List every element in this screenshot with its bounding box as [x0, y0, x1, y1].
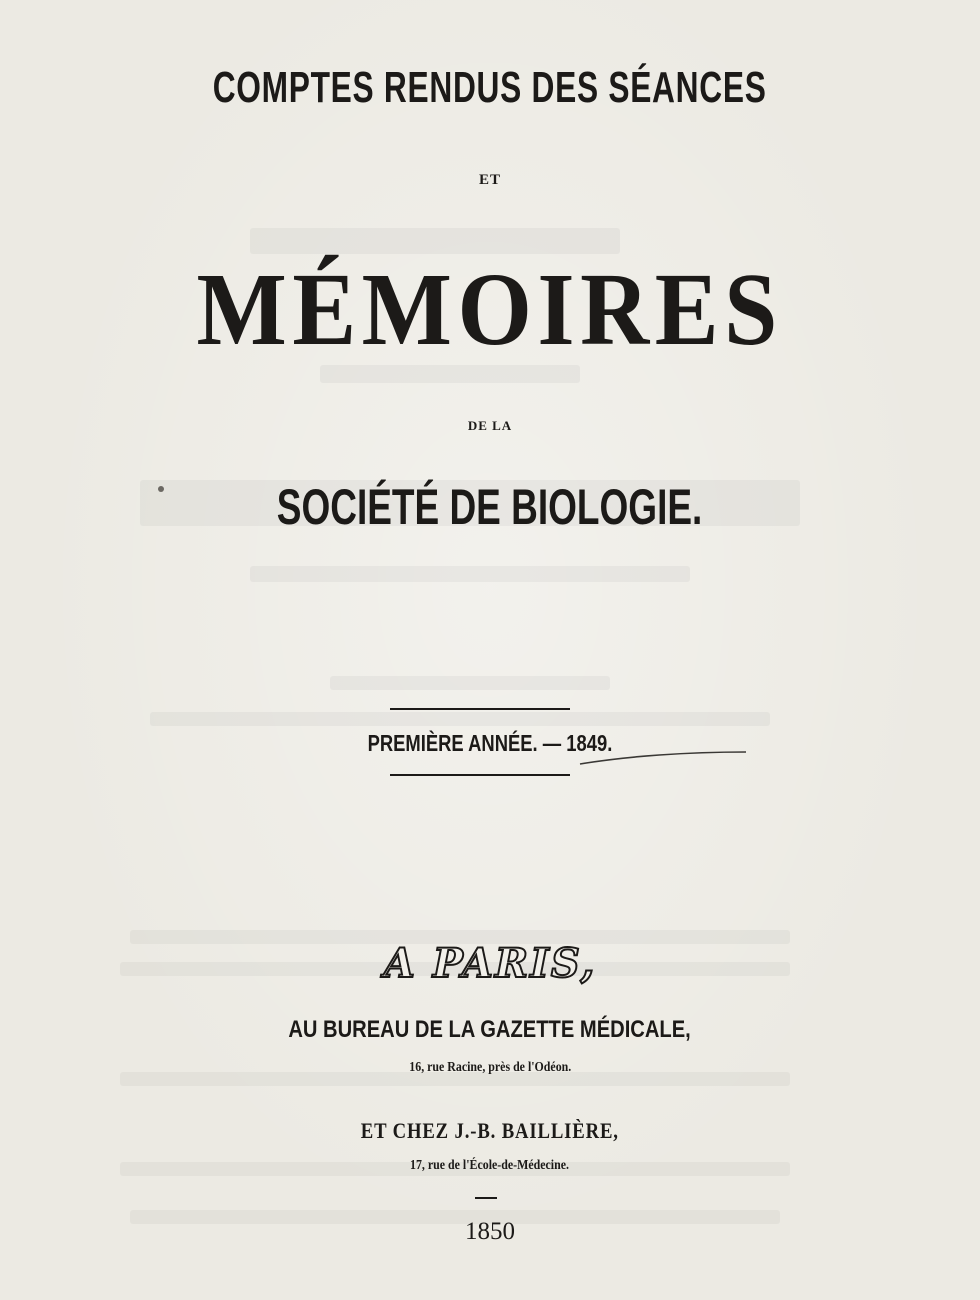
lower-rule: [390, 774, 570, 776]
publisher-two: ET CHEZ J.-B. BAILLIÈRE,: [360, 1118, 620, 1143]
bleed-through: [330, 676, 610, 690]
publisher-two-address: 17, rue de l'École-de-Médecine.: [410, 1158, 570, 1173]
main-title: MÉMOIRES: [196, 252, 784, 367]
conjunction-et: ET: [478, 172, 501, 188]
bleed-through: [150, 712, 770, 726]
short-rule: [475, 1197, 497, 1199]
year-line: PREMIÈRE ANNÉE. — 1849.: [367, 730, 613, 756]
preposition-de-la: DE LA: [467, 418, 513, 433]
publication-year: 1850: [465, 1218, 515, 1245]
upper-rule: [390, 708, 570, 710]
society-name: SOCIÉTÉ DE BIOLOGIE.: [277, 479, 703, 535]
series-title-line: COMPTES RENDUS DES SÉANCES: [213, 63, 767, 112]
city-imprint: A PARIS,: [383, 940, 597, 987]
publisher-one-address: 16, rue Racine, près de l'Odéon.: [409, 1060, 571, 1075]
publisher-one: AU BUREAU DE LA GAZETTE MÉDICALE,: [288, 1016, 692, 1043]
pencil-underline: [578, 748, 748, 770]
bleed-through: [250, 566, 690, 582]
